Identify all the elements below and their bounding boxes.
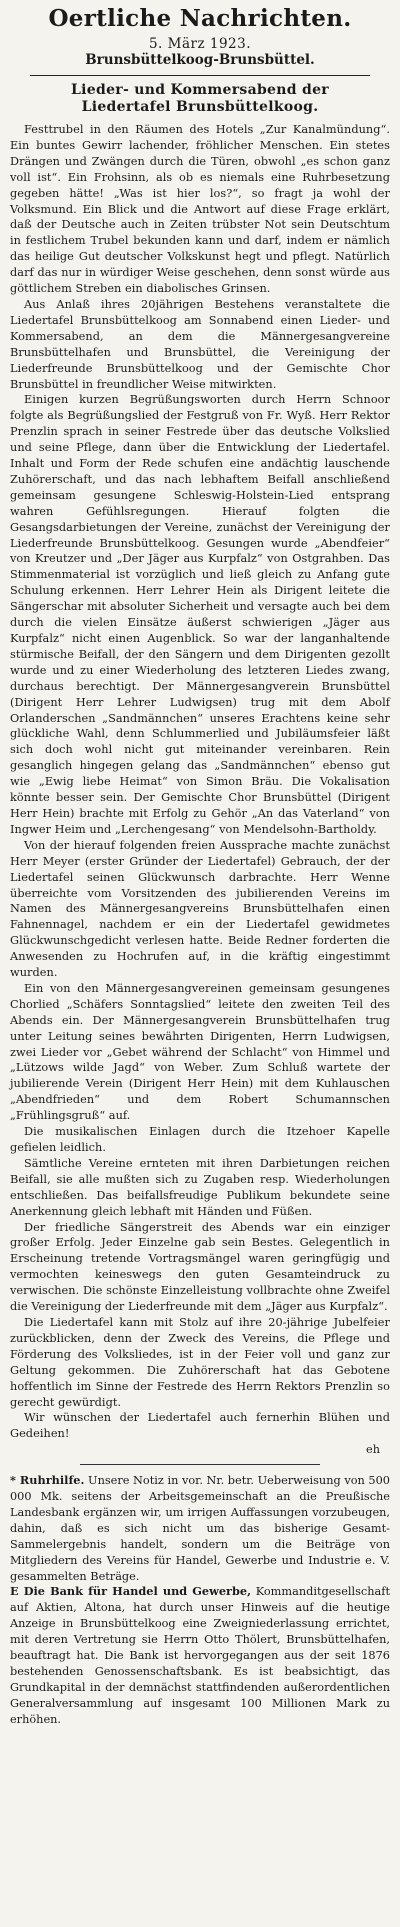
header-rule xyxy=(30,75,370,76)
notice-ruhrhilfe xyxy=(10,1473,390,1584)
issue-date: 5. März 1923. xyxy=(148,36,252,52)
notice-paragraph xyxy=(10,1473,390,1584)
article-paragraph: Von der hierauf folgenden freien Aussprache machte zunächst Herr Meyer (erster Gründer der Liedertafel) Gebrauch, der der Liedertafel seinen Glückwunsch darbrachte. Herr Wenne überreichte vom Vorsitzenden des jubilierenden Vereins im Namen des Männergesangvereins Brunsbüttelhafen einen Fahnennagel, nachdem er ein der Liedertafel gewidmetes Glückwunschgedicht verlesen hatte. Beide Redner forderten die Anwesenden zu Hochrufen auf, in die kräftig eingestimmt wurden. xyxy=(10,838,390,980)
article-paragraph: Aus Anlaß ihres 20jährigen Bestehens veranstaltete die Liedertafel Brunsbüttelkoog am Sonnabend einen Lieder- und Kommersabend, an dem die Männergesangvereine Brunsbüttelhafen und Brunsbüttel, die Vereinigung der Liederfreunde Brunsbüttelkoog und der Gemischte Chor Brunsbüttel in freundlicher Weise mitwirkten. xyxy=(10,297,390,391)
article-paragraph: Die Liedertafel kann mit Stolz auf ihre 20-jährige Jubelfeier zurückblicken, denn der Zweck des Vereins, die Pflege und Förderung des Volksliedes, ist in der Feier voll und ganz zur Geltung gekommen. Die Zuhörerschaft hat das Gebotene hoffentlich im Sinne der Festrede des Herrn Rektors Prenzlin so gerecht gewürdigt. xyxy=(10,1315,390,1409)
notice-text: Unsere Notiz in vor. Nr. betr. Ueberweisung von 500 000 Mk. seitens der Arbeitsgemeinschaft an die Preußische Landesbank ergänzen wir, um irrigen Auffassungen vorzubeugen, dahin, daß es sich nicht um das bisherige Gesamt-Sammelergebnis handelt, sondern um die Beiträge von Mitgliedern des Vereins für Handel, Gewerbe und Industrie e. V. gesammelten Beträge. xyxy=(10,1474,390,1583)
article-paragraph: Der friedliche Sängerstreit des Abends war ein einziger großer Erfolg. Jeder Einzelne gab sein Bestes. Gelegentlich in Erscheinung tretende Vortragsmängel waren geringfügig und vermochten keineswegs den guten Gesamteindruck zu verwischen. Die schönste Einzelleistung vollbrachte ohne Zweifel die Vereinigung der Liederfreunde mit dem „Jäger aus Kurpfalz“. xyxy=(10,1220,390,1314)
notice-lead: * Ruhrhilfe. xyxy=(10,1473,85,1488)
section-divider xyxy=(80,1464,320,1465)
place-line: Brunsbüttelkoog-Brunsbüttel. xyxy=(85,52,315,68)
article xyxy=(10,82,390,1458)
article-paragraph: Ein von den Männergesangvereinen gemeinsam gesungenes Chorlied „Schäfers Sonntagslied“ leitete den zweiten Teil des Abends ein. Der Männergesangverein Brunsbüttelhafen trug unter Leitung seines bewährten Dirigenten, Herrn Ludwigsen, zwei Lieder vor „Gebet während der Schlacht“ von Himmel und „Lützows wilde Jagd“ von Weber. Zum Schluß wartete der jubilierende Verein (Dirigent Herr Hein) mit dem Kuhlauschen „Abendfrieden“ und dem Robert Schumannschen „Frühlingsgruß“ auf. xyxy=(10,981,390,1123)
article-paragraph: Festtrubel in den Räumen des Hotels „Zur Kanalmündung“. Ein buntes Gewirr lachender, fröhlicher Menschen. Ein stetes Drängen und Zwängen durch die Türen, obwohl „es schon ganz voll ist“. Ein Frohsinn, als ob es niemals eine Ruhrbesetzung gegeben hätte! „Was ist hier los?“, so fragt ja wohl der Volksmund. Ein Blick und die Antwort auf diese Frage erklärt, daß der Deutsche auch in Zeiten trübster Not sein Deutschtum in festlichem Trubel bekunden kann und darf, indem er nämlich das heilige Gut deutscher Volkskunst hegt und pflegt. Natürlich darf das nur in würdiger Weise geschehen, denn sonst würde aus göttlichem Streben ein diabolisches Grinsen. xyxy=(10,123,390,296)
author-signoff: eh xyxy=(366,1443,380,1457)
article-paragraph: Einigen kurzen Begrüßungsworten durch Herrn Schnoor folgte als Begrüßungslied der Festgruß von Fr. Wyß. Herr Rektor Prenzlin sprach in seiner Festrede über das deutsche Volkslied und seine Pflege, dann über die Entwicklung der Liedertafel. Inhalt und Form der Rede schufen eine andächtig lauschende Zuhörerschaft, und das nach lebhaftem Beifall anschließend gemeinsam gesungene Schleswig-Holstein-Lied entsprang wahren Gefühlsregungen. Hierauf folgten die Gesangsdarbietungen der Vereine, zunächst der Vereinigung der Liederfreunde Brunsbüttelkoog. Gesungen wurde „Abendfeier“ von Kreutzer und „Der Jäger aus Kurpfalz“ von Ostgrahben. Das Stimmenmaterial ist vorzüglich und ließ gleich zu Anfang gute Schulung erkennen. Herr Lehrer Hein als Dirigent leitete die Sängerschar mit absoluter Sicherheit und versagte auch bei dem durch die vielen Einsätze äußerst schwierigen „Jäger aus Kurpfalz“ nicht einen Augenblick. So war der langanhaltende stürmische Beifall, der den Sängern und dem Dirigenten gezollt wurde und zu einer Wiederholung des letzteren Liedes zwang, durchaus berechtigt. Der Männergesangverein Brunsbüttel (Dirigent Herr Lehrer Ludwigsen) trug mit dem Abolf Orlanderschen „Sandmännchen“ unseres Erachtens keine sehr glückliche Wahl, denn Schlummerlied und Jubiläumsfeier läßt sich doch wohl nicht gut miteinander vereinbaren. Rein gesanglich hingegen gelang das „Sandmännchen“ ebenso gut wie „Ewig liebe Heimat“ von Simon Bräu. Die Vokalisation könnte besser sein. Der Gemischte Chor Brunsbüttel (Dirigent Herr Hein) brachte mit Erfolg zu Gehör „An das Vaterland“ von Ingwer Heim und „Lerchengesang“ von Mendelsohn-Bartholdy. xyxy=(10,393,390,836)
notice-text: Kommanditgesellschaft auf Aktien, Altona, hat durch unser Hinweis auf die heutige Anzeige in Brunsbüttelkoog eine Zweigniederlassung errichtet, mit deren Vertretung sie Herrn Otto Thölert, Brunsbüttelhafen, beauftragt hat. Die Bank ist hervorgegangen aus der seit 1876 bestehenden Genossenschaftsbank. Es ist beabsichtigt, das Grundkapital in der demnächst stattfindenden außerordentlichen Generalversammlung auf insgesamt 100 Millionen Mark zu erhöhen. xyxy=(10,1585,390,1726)
article-paragraph: Wir wünschen der Liedertafel auch fernerhin Blühen und Gedeihen! xyxy=(10,1411,390,1441)
article-paragraph: Die musikalischen Einlagen durch die Itzehoer Kapelle gefielen leidlich. xyxy=(10,1125,390,1154)
article-headline xyxy=(10,82,390,116)
notice-lead: E Die Bank für Handel und Gewerbe, xyxy=(10,1584,251,1599)
notice-paragraph xyxy=(10,1584,390,1727)
article-headline-line-1: Lieder- und Kommersabend der xyxy=(71,82,329,98)
article-paragraph: Sämtliche Vereine ernteten mit ihren Darbietungen reichen Beifall, sie alle mußten sich zu Zugaben resp. Wiederholungen entschließen. Das beifallsfreudige Publikum bekundete seine Anerkennung gleich lebhaft mit Händen und Füßen. xyxy=(10,1156,390,1218)
article-headline-line-2: Liedertafel Brunsbüttelkoog. xyxy=(81,99,319,115)
notice-bank xyxy=(10,1584,390,1727)
section-masthead: Oertliche Nachrichten. xyxy=(48,5,352,32)
